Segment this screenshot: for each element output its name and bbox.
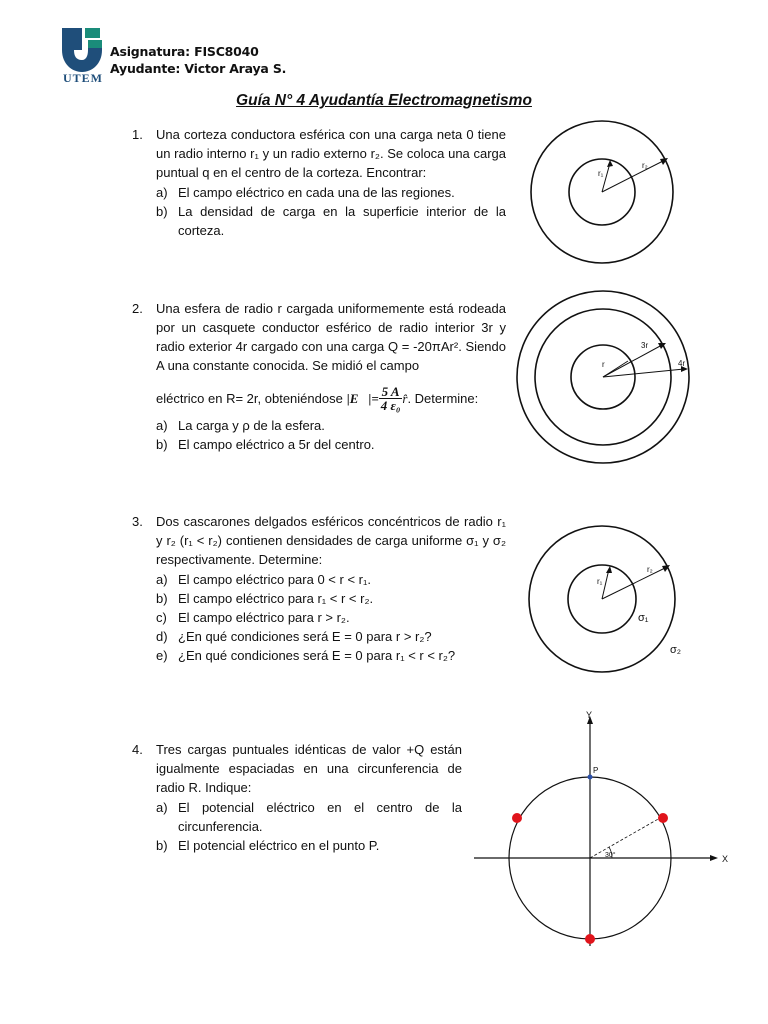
question-number: 3. [132,514,143,529]
question-3: 3. Dos cascarones delgados esféricos concéntricos de radio r₁ y r₂ (r₁ < r₂) contienen densidades de carga uniforme σ₁ y σ₂ respectivamente. Determine: a) El campo eléctrico para 0 < r < r₁. b) El campo eléctrico para r₁ < r < r₂. c) El campo eléctrico para r > r₂. d) ¿En qué condiciones será E = 0 para r > r₂? e) ¿En qué condiciones será E = 0 para r₁ < r < r₂? [132,514,506,663]
charge-bottom [585,934,595,944]
figure-1-concentric-shell [518,118,686,264]
figure-3-concentric-shells [512,524,698,674]
point-p-label: P [593,766,599,775]
equation-lhs: |E⃗|= [346,390,379,406]
r-label: r [602,360,605,369]
logo-text: UTEM [63,71,103,85]
r1-label: r₁ [598,169,604,178]
equation-rhat: r̂ [402,390,408,406]
question-text: Una corteza conductora esférica con una carga neta 0 tiene un radio interno r₁ y un radio externo r₂. Se coloca una carga puntual q en el centro de la corteza. Encontrar: [156,127,506,180]
question-number: 1. [132,127,143,142]
x-axis-label: X [722,854,729,864]
angle-label: 30° [605,852,616,859]
question-text: Una esfera de radio r cargada uniformemente está rodeada por un casquete conductor esférico de radio interior 3r y radio exterior 4r cargado con una carga Q = -20πAr². Siendo A una constante conocida. Se midió el campo [156,301,506,373]
3r-label: 3r [641,341,649,350]
question-number: 4. [132,742,143,757]
r2-label: r₂ [642,161,648,170]
question-4: 4. Tres cargas puntuales idénticas de valor +Q están igualmente espaciadas en una circunferencia de radio R. Indique: a) El potencial eléctrico en el centro de la circunferencia. b) El potencial eléctrico en el punto P. [132,742,462,853]
page-title: Guía N° 4 Ayudantía Electromagnetismo [236,92,532,109]
4r-label: 4r [678,359,686,368]
asignatura: Asignatura: FISC8040 [110,44,259,59]
sigma1-label: σ₁ [638,612,649,624]
question-1: 1. Una corteza conductora esférica con una carga neta 0 tiene un radio interno r₁ y un radio externo r₂. Se coloca una carga puntual q en el centro de la corteza. Encontrar: a) El campo eléctrico en cada una de las regiones. b) La densidad de carga en la superficie interior de la corteza. [132,127,506,238]
question-text-eq-line: eléctrico en R= 2r, obteniéndose |E⃗|= $\frac{5 A}{\text{4 ε₀}}$ r̂ . Determine: [156,383,479,413]
r2-label: r₂ [647,565,653,574]
question-text: Tres cargas puntuales idénticas de valor +Q están igualmente espaciadas en una circunferencia de radio R. Indique: [156,742,462,795]
equation-fraction: $\frac{5 A}{\text{4 ε₀}}$ [380,383,401,413]
question-number: 2. [132,301,143,316]
r1-label: r₁ [597,577,603,586]
ayudante: Ayudante: Victor Araya S. [110,61,287,76]
utem-logo [58,24,108,88]
point-p-marker [588,775,593,780]
question-2: 2. Una esfera de radio r cargada uniformemente está rodeada por un casquete conductor esférico de radio interior 3r y radio exterior 4r cargado con una carga Q = -20πAr². Siendo A una constante conocida. Se midió el campo eléctrico en R= 2r, obteniéndose |E⃗|= $\frac{5 A}{\text{4 ε₀}}$ r̂ . Determine: a) La carga y ρ de la esfera. b) El campo eléctrico a 5r del centro. [132,301,506,452]
sigma2-label: σ₂ [670,644,682,656]
figure-2-sphere-and-shell [510,287,696,467]
charge-left [512,813,522,823]
question-text: Dos cascarones delgados esféricos concéntricos de radio r₁ y r₂ (r₁ < r₂) contienen densidades de carga uniforme σ₁ y σ₂ respectivamente. Determine: [156,514,506,567]
figure-4-charges-on-circle [472,710,762,950]
y-axis-label: Y [586,710,593,720]
charge-right [658,813,668,823]
